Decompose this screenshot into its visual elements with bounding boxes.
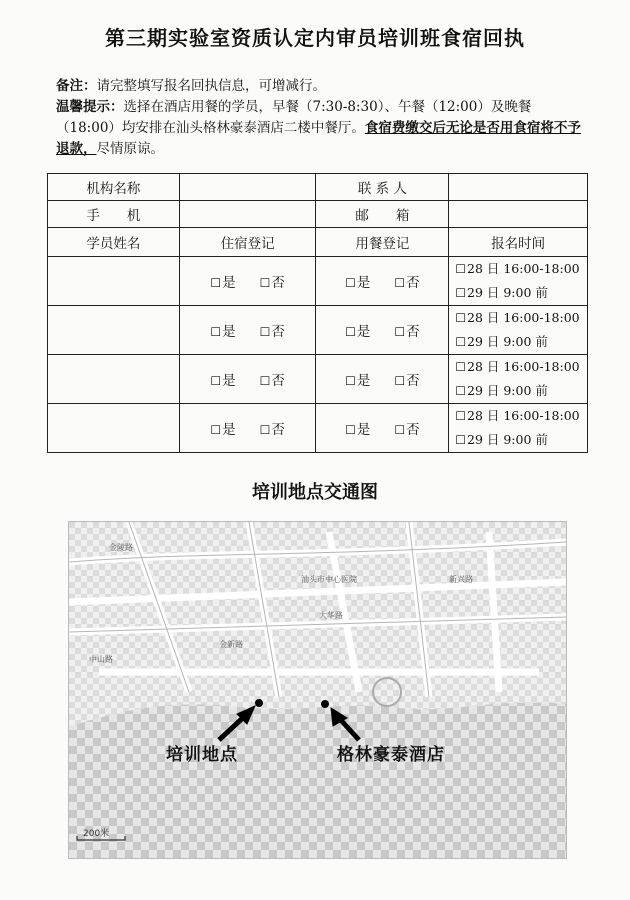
- checkbox-icon[interactable]: ☐: [259, 374, 271, 388]
- checkbox-icon[interactable]: ☐: [455, 409, 466, 423]
- training-location-marker: [255, 699, 263, 707]
- header-meal: 用餐登记: [316, 228, 449, 257]
- time-options: [449, 306, 588, 355]
- map-graphic: [69, 522, 566, 858]
- checkbox-icon[interactable]: ☐: [259, 423, 271, 437]
- lodging-no-option[interactable]: ☐否: [259, 422, 285, 438]
- contact-field[interactable]: [449, 174, 588, 201]
- table-row: [48, 404, 588, 453]
- remark-text: 请完整填写报名回执信息，可增减行。: [96, 78, 326, 94]
- table-row: [48, 355, 588, 404]
- checkbox-icon[interactable]: ☐: [394, 423, 406, 437]
- student-name-field[interactable]: [48, 306, 180, 355]
- checkbox-icon[interactable]: ☐: [394, 325, 406, 339]
- road-label-3: 汕头市中心医院: [301, 575, 357, 584]
- checkbox-icon[interactable]: ☐: [455, 360, 466, 374]
- closing-text: 尽情原谅。: [96, 141, 164, 157]
- header-lodging: 住宿登记: [179, 228, 316, 257]
- hotel-location-marker: [321, 700, 329, 708]
- email-label: 邮 箱: [316, 201, 449, 228]
- checkbox-icon[interactable]: ☐: [210, 325, 222, 339]
- table-row: [48, 306, 588, 355]
- road-label-2: 大华路: [319, 611, 343, 620]
- contact-label: 联 系 人: [316, 174, 449, 201]
- checkbox-icon[interactable]: ☐: [455, 311, 466, 325]
- checkbox-icon[interactable]: ☐: [455, 335, 466, 349]
- meal-no-option[interactable]: ☐否: [394, 373, 420, 389]
- student-name-field[interactable]: [48, 355, 180, 404]
- training-location-label: 培训地点: [166, 745, 238, 765]
- phone-field[interactable]: [179, 201, 316, 228]
- map-title: 培训地点交通图: [252, 482, 378, 503]
- time-option-day1[interactable]: ☐28 日 16:00-18:00: [455, 306, 587, 330]
- checkbox-icon[interactable]: ☐: [345, 276, 356, 290]
- checkbox-icon[interactable]: ☐: [345, 374, 356, 388]
- time-option-day1[interactable]: ☐28 日 16:00-18:00: [455, 404, 587, 428]
- hotel-location-label: 格林豪泰酒店: [337, 745, 445, 765]
- table-row: [48, 257, 588, 306]
- checkbox-icon[interactable]: ☐: [210, 423, 222, 437]
- checkbox-icon[interactable]: ☐: [455, 433, 466, 447]
- lodging-no-option[interactable]: ☐否: [259, 373, 285, 389]
- lodging-no-option[interactable]: ☐否: [259, 324, 285, 340]
- tip-line: [56, 97, 586, 160]
- checkbox-icon[interactable]: ☐: [210, 374, 222, 388]
- meal-no-option[interactable]: ☐否: [394, 422, 420, 438]
- header-time: 报名时间: [449, 228, 588, 257]
- lodging-yes-option[interactable]: ☐是: [210, 275, 236, 291]
- meal-yes-option[interactable]: ☐是: [345, 275, 371, 291]
- student-name-field[interactable]: [48, 257, 180, 306]
- road-label-6: 金新路: [219, 640, 243, 649]
- lodging-options: [179, 355, 316, 404]
- checkbox-icon[interactable]: ☐: [210, 276, 222, 290]
- traffic-map: [68, 521, 567, 859]
- meal-yes-option[interactable]: ☐是: [345, 373, 371, 389]
- checkbox-icon[interactable]: ☐: [259, 325, 271, 339]
- time-option-day2[interactable]: ☐29 日 9:00 前: [455, 379, 587, 403]
- road-label-4: 金陵路: [109, 543, 133, 552]
- checkbox-icon[interactable]: ☐: [259, 276, 271, 290]
- road-label-5: 新兴路: [449, 575, 473, 584]
- checkbox-icon[interactable]: ☐: [345, 423, 356, 437]
- org-name-label: 机构名称: [48, 174, 180, 201]
- scale-label: 200米: [83, 829, 110, 839]
- checkbox-icon[interactable]: ☐: [394, 276, 406, 290]
- lodging-no-option[interactable]: ☐否: [259, 275, 285, 291]
- tip-text: 选择在酒店用餐的学员，早餐（7:30-8:30）、午餐（12:00）及晚餐（18:00）均安排在汕头格林豪泰酒店二楼中餐厅。: [56, 99, 532, 136]
- time-option-day2[interactable]: ☐29 日 9:00 前: [455, 281, 587, 305]
- meal-no-option[interactable]: ☐否: [394, 324, 420, 340]
- registration-table: [47, 173, 588, 453]
- notes-block: [56, 76, 586, 160]
- time-options: [449, 257, 588, 306]
- lodging-yes-option[interactable]: ☐是: [210, 422, 236, 438]
- checkbox-icon[interactable]: ☐: [345, 325, 356, 339]
- time-option-day1[interactable]: ☐28 日 16:00-18:00: [455, 355, 587, 379]
- checkbox-icon[interactable]: ☐: [455, 262, 466, 276]
- lodging-options: [179, 257, 316, 306]
- meal-options: [316, 306, 449, 355]
- meal-no-option[interactable]: ☐否: [394, 275, 420, 291]
- meal-yes-option[interactable]: ☐是: [345, 422, 371, 438]
- road-label-1: 中山路: [89, 655, 113, 664]
- refund-warning: 食宿费缴交后无论是否用食宿将不予退款，: [56, 120, 581, 157]
- lodging-options: [179, 404, 316, 453]
- meal-yes-option[interactable]: ☐是: [345, 324, 371, 340]
- time-option-day2[interactable]: ☐29 日 9:00 前: [455, 428, 587, 452]
- time-options: [449, 404, 588, 453]
- checkbox-icon[interactable]: ☐: [394, 374, 406, 388]
- time-option-day1[interactable]: ☐28 日 16:00-18:00: [455, 257, 587, 281]
- lodging-yes-option[interactable]: ☐是: [210, 324, 236, 340]
- page-title: 第三期实验室资质认定内审员培训班食宿回执: [105, 26, 525, 50]
- sea-area: [69, 703, 566, 858]
- lodging-options: [179, 306, 316, 355]
- email-field[interactable]: [449, 201, 588, 228]
- meal-options: [316, 404, 449, 453]
- tip-label: 温馨提示：: [56, 99, 124, 115]
- remark-line: [56, 76, 586, 97]
- meal-options: [316, 257, 449, 306]
- checkbox-icon[interactable]: ☐: [455, 384, 466, 398]
- remark-label: 备注：: [56, 78, 97, 94]
- header-student-name: 学员姓名: [48, 228, 180, 257]
- phone-label: 手 机: [48, 201, 180, 228]
- time-options: [449, 355, 588, 404]
- meal-options: [316, 355, 449, 404]
- checkbox-icon[interactable]: ☐: [455, 286, 466, 300]
- lodging-yes-option[interactable]: ☐是: [210, 373, 236, 389]
- time-option-day2[interactable]: ☐29 日 9:00 前: [455, 330, 587, 354]
- org-name-field[interactable]: [179, 174, 316, 201]
- student-name-field[interactable]: [48, 404, 180, 453]
